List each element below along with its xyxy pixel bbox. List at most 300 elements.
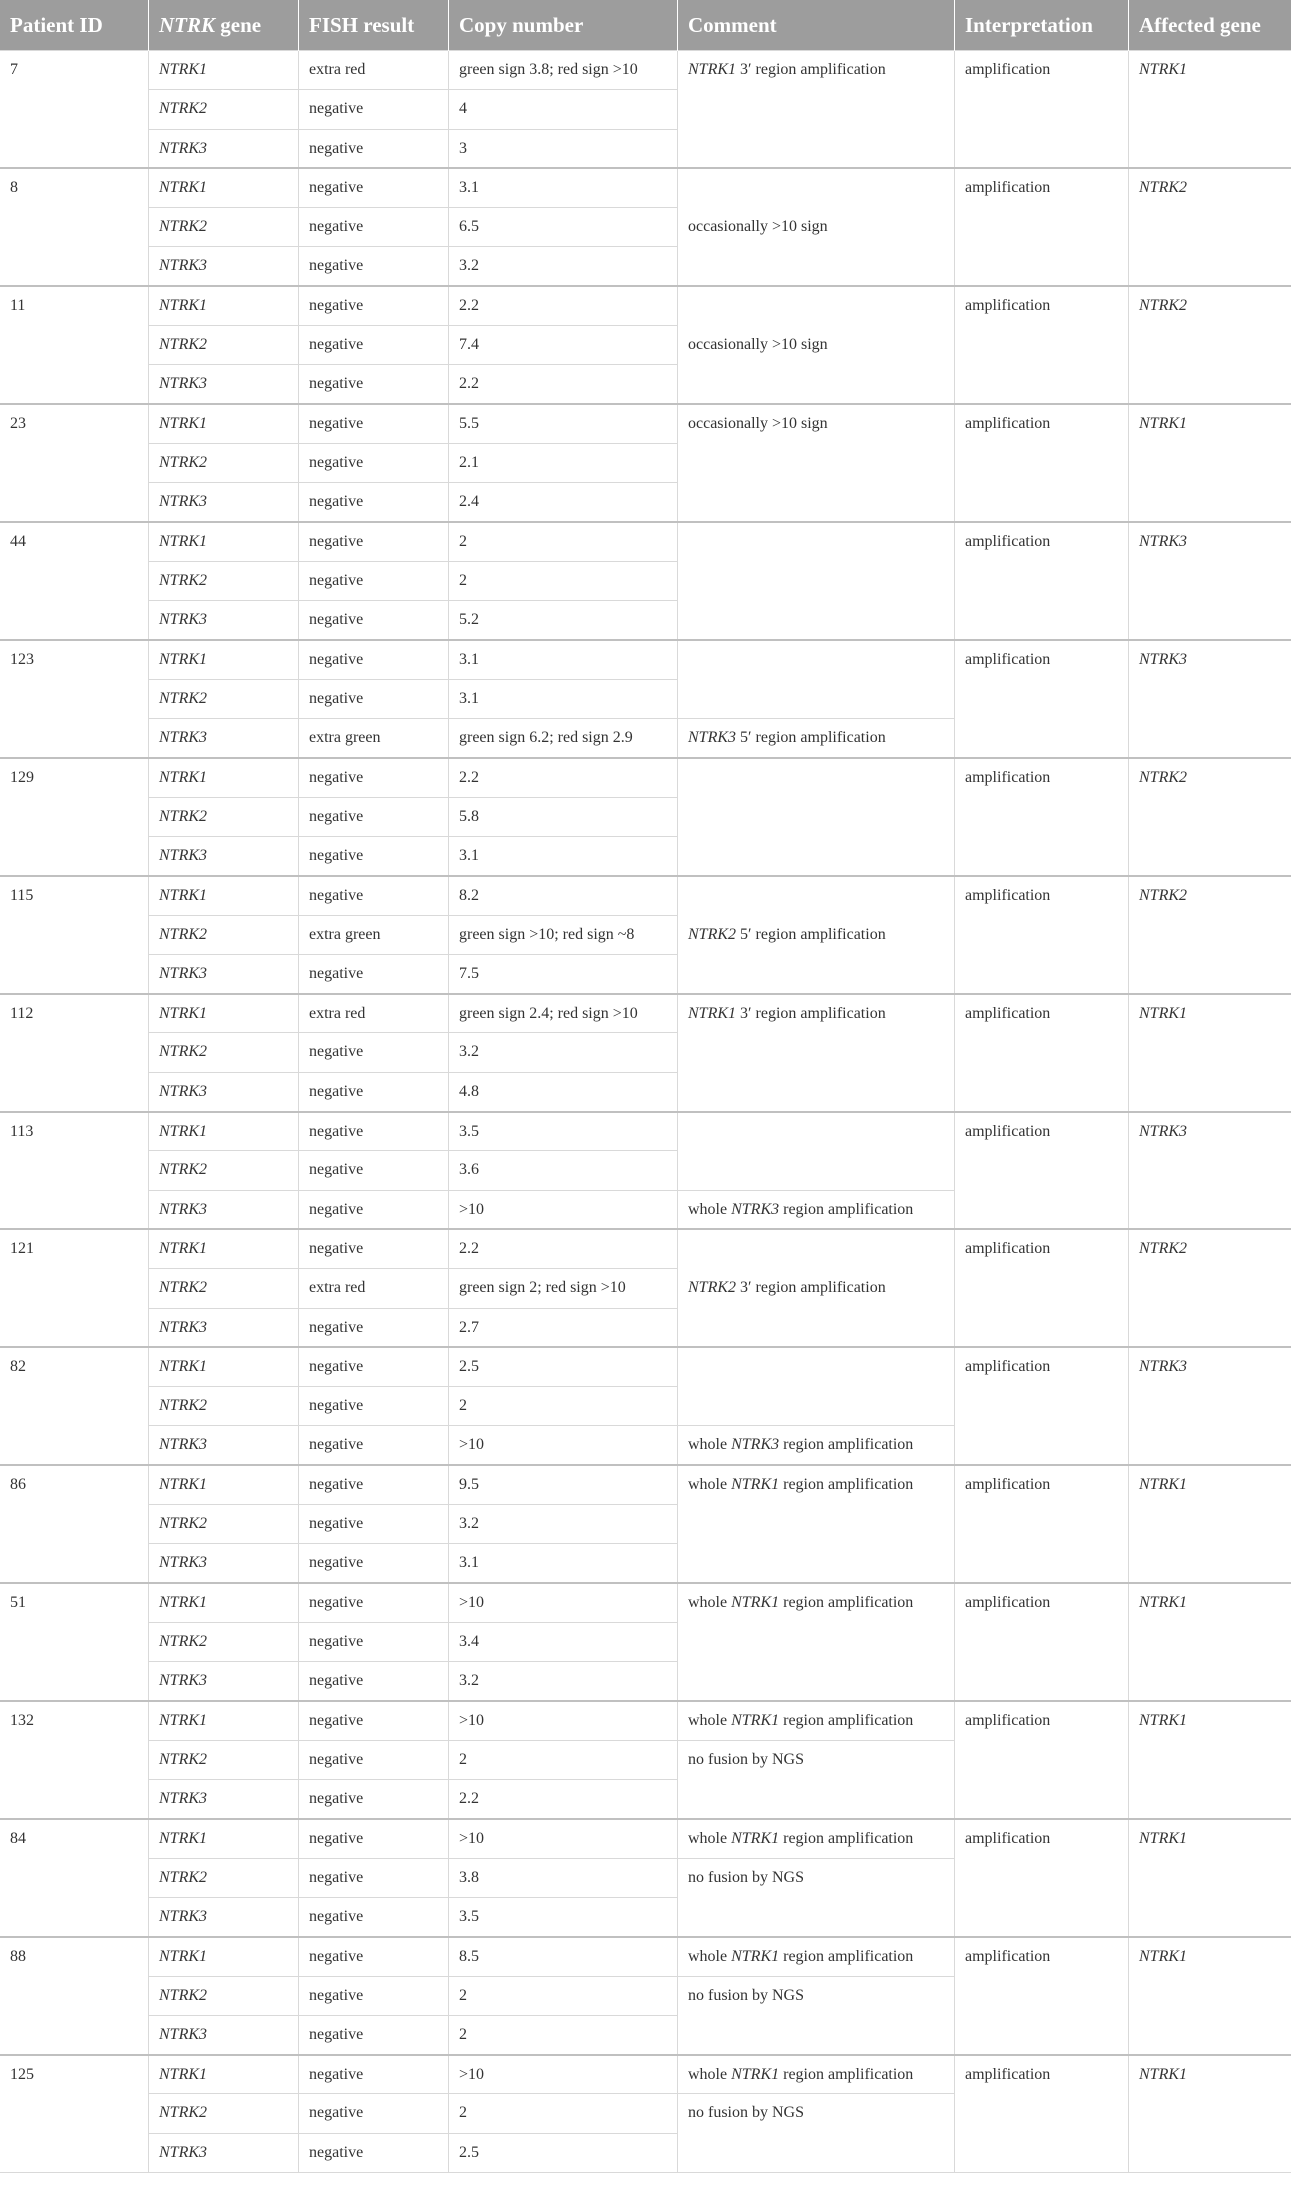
fish-result-cell: negative (299, 1347, 449, 1386)
comment-text-part: region amplification (779, 1476, 914, 1494)
copy-number-cell: 2 (449, 2094, 678, 2133)
gene-cell: NTRK1 (149, 1937, 299, 1976)
comment-text-part: region amplification (779, 1829, 914, 1847)
copy-number-cell: green sign 3.8; red sign >10 (449, 51, 678, 90)
comment-text-part: whole (688, 1829, 732, 1847)
fish-result-cell: negative (299, 443, 449, 482)
fish-result-cell: negative (299, 247, 449, 286)
fish-result-cell: negative (299, 2094, 449, 2133)
interpretation-cell: amplification (955, 1819, 1129, 1937)
comment-text-part: whole (688, 1947, 732, 1965)
copy-number-cell: 7.5 (449, 954, 678, 993)
header-interpretation: Interpretation (955, 0, 1129, 51)
copy-number-cell: 3.1 (449, 836, 678, 875)
header-row (0, 0, 1291, 51)
comment-cell (678, 1819, 955, 1858)
copy-number-cell: 8.2 (449, 876, 678, 915)
copy-number-cell: 2.5 (449, 1347, 678, 1386)
fish-result-cell: negative (299, 1780, 449, 1819)
gene-cell: NTRK2 (149, 915, 299, 954)
fish-result-cell: negative (299, 1662, 449, 1701)
table-row (0, 51, 1291, 90)
fish-result-cell: negative (299, 1976, 449, 2015)
affected-gene-cell: NTRK1 (1129, 404, 1291, 522)
comment-text-part: NTRK2 (688, 1279, 737, 1297)
table-row (0, 640, 1291, 679)
copy-number-cell: 3.2 (449, 1662, 678, 1701)
comment-text-part: NTRK1 (731, 1476, 780, 1494)
comment-text-part: region amplification (779, 1947, 914, 1965)
fish-result-cell: negative (299, 404, 449, 443)
comment-text-part: 5′ region amplification (736, 925, 886, 943)
comment-text-part: whole (688, 1200, 732, 1218)
header-comment: Comment (678, 0, 955, 51)
gene-cell: NTRK1 (149, 522, 299, 561)
patient-id-cell: 112 (0, 994, 149, 1112)
comment-cell (678, 1858, 955, 1937)
comment-text-part: NTRK1 (731, 1711, 780, 1729)
copy-number-cell: 4 (449, 90, 678, 129)
copy-number-cell: 2 (449, 522, 678, 561)
comment-cell (678, 1740, 955, 1819)
gene-cell: NTRK2 (149, 90, 299, 129)
gene-cell: NTRK3 (149, 719, 299, 758)
comment-text-part: NTRK1 (731, 2065, 780, 2083)
comment-text-part: NTRK2 (688, 925, 737, 943)
comment-text-part: occasionally >10 sign (688, 336, 828, 354)
patient-id-cell: 23 (0, 404, 149, 522)
patient-id-cell: 123 (0, 640, 149, 758)
table-row (0, 876, 1291, 915)
affected-gene-cell: NTRK1 (1129, 51, 1291, 169)
table-row (0, 994, 1291, 1033)
copy-number-cell: green sign 6.2; red sign 2.9 (449, 719, 678, 758)
interpretation-cell: amplification (955, 876, 1129, 994)
comment-cell (678, 168, 955, 286)
patient-id-cell: 84 (0, 1819, 149, 1937)
copy-number-cell: >10 (449, 1701, 678, 1740)
fish-result-cell: negative (299, 1740, 449, 1779)
fish-result-cell: negative (299, 208, 449, 247)
header-fish-result: FISH result (299, 0, 449, 51)
gene-cell: NTRK3 (149, 1308, 299, 1347)
fish-result-cell: negative (299, 90, 449, 129)
gene-cell: NTRK3 (149, 1190, 299, 1229)
gene-cell: NTRK1 (149, 758, 299, 797)
comment-cell (678, 1976, 955, 2055)
gene-cell: NTRK1 (149, 1583, 299, 1622)
copy-number-cell: 5.2 (449, 601, 678, 640)
copy-number-cell: 2.2 (449, 1229, 678, 1268)
fish-result-cell: negative (299, 1426, 449, 1465)
fish-result-cell: negative (299, 954, 449, 993)
affected-gene-cell: NTRK2 (1129, 168, 1291, 286)
comment-text-part: whole (688, 1436, 732, 1454)
fish-result-cell: negative (299, 1819, 449, 1858)
patient-id-cell: 121 (0, 1229, 149, 1347)
comment-text-part: region amplification (779, 1436, 914, 1454)
affected-gene-cell: NTRK1 (1129, 1465, 1291, 1583)
copy-number-cell: 2 (449, 1387, 678, 1426)
comment-text-part: region amplification (779, 1200, 914, 1218)
comment-text-part: NTRK1 (731, 1947, 780, 1965)
gene-cell: NTRK2 (149, 1740, 299, 1779)
affected-gene-cell: NTRK1 (1129, 994, 1291, 1112)
fish-result-cell: negative (299, 1465, 449, 1504)
comment-text-part: NTRK1 (731, 1594, 780, 1612)
gene-cell: NTRK3 (149, 1662, 299, 1701)
patient-id-cell: 8 (0, 168, 149, 286)
gene-cell: NTRK1 (149, 640, 299, 679)
comment-cell (678, 522, 955, 640)
interpretation-cell: amplification (955, 1583, 1129, 1701)
affected-gene-cell: NTRK2 (1129, 876, 1291, 994)
copy-number-cell: 8.5 (449, 1937, 678, 1976)
gene-cell: NTRK2 (149, 2094, 299, 2133)
gene-cell: NTRK2 (149, 679, 299, 718)
gene-cell: NTRK2 (149, 326, 299, 365)
fish-result-cell: negative (299, 1072, 449, 1111)
gene-cell: NTRK3 (149, 247, 299, 286)
affected-gene-cell: NTRK2 (1129, 1229, 1291, 1347)
table-row (0, 522, 1291, 561)
interpretation-cell: amplification (955, 758, 1129, 876)
comment-text-part: 5′ region amplification (736, 729, 886, 747)
comment-cell (678, 1190, 955, 1229)
interpretation-cell: amplification (955, 1465, 1129, 1583)
gene-cell: NTRK3 (149, 954, 299, 993)
gene-cell: NTRK2 (149, 443, 299, 482)
interpretation-cell: amplification (955, 1347, 1129, 1465)
copy-number-cell: 2.1 (449, 443, 678, 482)
table-row (0, 286, 1291, 325)
header-copy-number: Copy number (449, 0, 678, 51)
affected-gene-cell: NTRK1 (1129, 1819, 1291, 1937)
fish-result-cell: extra red (299, 994, 449, 1033)
comment-cell (678, 2055, 955, 2094)
comment-text-part: region amplification (779, 2065, 914, 2083)
table-row (0, 168, 1291, 207)
copy-number-cell: 3.4 (449, 1622, 678, 1661)
gene-cell: NTRK3 (149, 1426, 299, 1465)
gene-cell: NTRK1 (149, 404, 299, 443)
copy-number-cell: 5.5 (449, 404, 678, 443)
gene-cell: NTRK1 (149, 1701, 299, 1740)
table-row (0, 1465, 1291, 1504)
interpretation-cell: amplification (955, 1701, 1129, 1819)
table-row (0, 404, 1291, 443)
gene-cell: NTRK1 (149, 1347, 299, 1386)
header-patient-id: Patient ID (0, 0, 149, 51)
gene-cell: NTRK2 (149, 1033, 299, 1072)
patient-id-cell: 51 (0, 1583, 149, 1701)
copy-number-cell: 2.4 (449, 483, 678, 522)
copy-number-cell: 5.8 (449, 797, 678, 836)
fish-result-cell: negative (299, 483, 449, 522)
gene-cell: NTRK1 (149, 1819, 299, 1858)
table-header (0, 0, 1291, 51)
copy-number-cell: >10 (449, 1819, 678, 1858)
copy-number-cell: 3.5 (449, 1897, 678, 1936)
patient-id-cell: 115 (0, 876, 149, 994)
copy-number-cell: green sign 2.4; red sign >10 (449, 994, 678, 1033)
copy-number-cell: 2 (449, 1976, 678, 2015)
gene-cell: NTRK1 (149, 1465, 299, 1504)
patient-id-cell: 82 (0, 1347, 149, 1465)
gene-cell: NTRK1 (149, 876, 299, 915)
patient-id-cell: 7 (0, 51, 149, 169)
fish-result-cell: negative (299, 365, 449, 404)
copy-number-cell: 2.2 (449, 286, 678, 325)
comment-text-part: whole (688, 1476, 732, 1494)
copy-number-cell: >10 (449, 1190, 678, 1229)
fish-result-cell: negative (299, 2055, 449, 2094)
copy-number-cell: 7.4 (449, 326, 678, 365)
comment-cell (678, 51, 955, 169)
copy-number-cell: green sign >10; red sign ~8 (449, 915, 678, 954)
interpretation-cell: amplification (955, 1229, 1129, 1347)
fish-result-cell: negative (299, 1583, 449, 1622)
comment-cell (678, 719, 955, 758)
copy-number-cell: 6.5 (449, 208, 678, 247)
comment-text-part: no fusion by NGS (688, 1986, 805, 2004)
table-row (0, 1229, 1291, 1268)
gene-cell: NTRK3 (149, 1780, 299, 1819)
copy-number-cell: 2.2 (449, 1780, 678, 1819)
gene-cell: NTRK2 (149, 561, 299, 600)
patient-id-cell: 129 (0, 758, 149, 876)
interpretation-cell: amplification (955, 1937, 1129, 2055)
affected-gene-cell: NTRK3 (1129, 522, 1291, 640)
affected-gene-cell: NTRK2 (1129, 286, 1291, 404)
comment-cell (678, 1347, 955, 1426)
copy-number-cell: 3.1 (449, 679, 678, 718)
fish-result-cell: negative (299, 640, 449, 679)
fish-result-cell: negative (299, 836, 449, 875)
table-row (0, 758, 1291, 797)
fish-result-cell: negative (299, 1112, 449, 1151)
fish-result-cell: extra green (299, 915, 449, 954)
interpretation-cell: amplification (955, 51, 1129, 169)
comment-cell (678, 1229, 955, 1347)
fish-result-cell: negative (299, 1190, 449, 1229)
copy-number-cell: 3.2 (449, 247, 678, 286)
gene-cell: NTRK3 (149, 601, 299, 640)
gene-cell: NTRK3 (149, 1072, 299, 1111)
copy-number-cell: 3.1 (449, 640, 678, 679)
copy-number-cell: 2.2 (449, 365, 678, 404)
interpretation-cell: amplification (955, 994, 1129, 1112)
patient-id-cell: 125 (0, 2055, 149, 2173)
fish-result-cell: negative (299, 1622, 449, 1661)
comment-text-part: no fusion by NGS (688, 2104, 805, 2122)
header-ntrk-gene-italic: NTRK (159, 12, 216, 37)
comment-text-part: whole (688, 1594, 732, 1612)
fish-result-cell: negative (299, 1544, 449, 1583)
copy-number-cell: 9.5 (449, 1465, 678, 1504)
patient-id-cell: 113 (0, 1112, 149, 1230)
comment-cell (678, 758, 955, 876)
comment-text-part: 3′ region amplification (736, 1004, 886, 1022)
table-row (0, 1583, 1291, 1622)
fish-result-cell: negative (299, 2133, 449, 2172)
affected-gene-cell: NTRK1 (1129, 2055, 1291, 2173)
interpretation-cell: amplification (955, 640, 1129, 758)
gene-cell: NTRK2 (149, 1504, 299, 1543)
copy-number-cell: >10 (449, 1426, 678, 1465)
patient-id-cell: 11 (0, 286, 149, 404)
copy-number-cell: 3.6 (449, 1151, 678, 1190)
gene-cell: NTRK1 (149, 1229, 299, 1268)
comment-text-part: 3′ region amplification (736, 61, 886, 78)
affected-gene-cell: NTRK3 (1129, 640, 1291, 758)
comment-text-part: occasionally >10 sign (688, 218, 828, 236)
fish-result-cell: negative (299, 601, 449, 640)
comment-text-part: NTRK1 (688, 1004, 737, 1022)
gene-cell: NTRK3 (149, 2133, 299, 2172)
comment-cell (678, 1937, 955, 1976)
gene-cell: NTRK2 (149, 1151, 299, 1190)
header-affected-gene: Affected gene (1129, 0, 1291, 51)
copy-number-cell: >10 (449, 1583, 678, 1622)
copy-number-cell: 2 (449, 1740, 678, 1779)
fish-result-cell: negative (299, 561, 449, 600)
comment-cell (678, 994, 955, 1112)
comment-cell (678, 1465, 955, 1583)
comment-cell (678, 2094, 955, 2173)
comment-text-part: NTRK3 (731, 1200, 780, 1218)
affected-gene-cell: NTRK3 (1129, 1112, 1291, 1230)
gene-cell: NTRK2 (149, 208, 299, 247)
copy-number-cell: 2.2 (449, 758, 678, 797)
gene-cell: NTRK1 (149, 994, 299, 1033)
copy-number-cell: 2.5 (449, 2133, 678, 2172)
table-body (0, 51, 1291, 2173)
patient-id-cell: 86 (0, 1465, 149, 1583)
comment-text-part: 3′ region amplification (736, 1279, 886, 1297)
gene-cell: NTRK2 (149, 1622, 299, 1661)
fish-result-cell: negative (299, 1229, 449, 1268)
copy-number-cell: green sign 2; red sign >10 (449, 1269, 678, 1308)
copy-number-cell: 4.8 (449, 1072, 678, 1111)
comment-text-part: no fusion by NGS (688, 1868, 805, 1886)
comment-cell (678, 1701, 955, 1740)
fish-result-cell: negative (299, 1701, 449, 1740)
comment-text-part: whole (688, 1711, 732, 1729)
fish-result-cell: negative (299, 1504, 449, 1543)
fish-result-cell: extra green (299, 719, 449, 758)
copy-number-cell: 2 (449, 561, 678, 600)
fish-result-cell: extra red (299, 1269, 449, 1308)
gene-cell: NTRK2 (149, 797, 299, 836)
gene-cell: NTRK3 (149, 365, 299, 404)
copy-number-cell: 3.2 (449, 1504, 678, 1543)
comment-text-part: NTRK3 (731, 1436, 780, 1454)
fish-result-cell: negative (299, 797, 449, 836)
fish-result-cell: negative (299, 286, 449, 325)
gene-cell: NTRK1 (149, 286, 299, 325)
fish-result-cell: negative (299, 1308, 449, 1347)
comment-text-part: NTRK1 (731, 1829, 780, 1847)
comment-cell (678, 404, 955, 522)
table-row (0, 1819, 1291, 1858)
copy-number-cell: 3 (449, 129, 678, 168)
gene-cell: NTRK2 (149, 1976, 299, 2015)
fish-result-cell: negative (299, 168, 449, 207)
table-row (0, 1112, 1291, 1151)
gene-cell: NTRK1 (149, 168, 299, 207)
fish-result-cell: extra red (299, 51, 449, 90)
copy-number-cell: 3.1 (449, 168, 678, 207)
interpretation-cell: amplification (955, 522, 1129, 640)
fish-result-cell: negative (299, 1033, 449, 1072)
comment-text-part: whole (688, 2065, 732, 2083)
gene-cell: NTRK3 (149, 836, 299, 875)
comment-text-part: NTRK1 (688, 61, 737, 78)
fish-result-cell: negative (299, 1858, 449, 1897)
copy-number-cell: 2 (449, 2015, 678, 2054)
fish-result-cell: negative (299, 679, 449, 718)
interpretation-cell: amplification (955, 2055, 1129, 2173)
fish-result-cell: negative (299, 1937, 449, 1976)
comment-text-part: region amplification (779, 1594, 914, 1612)
gene-cell: NTRK1 (149, 1112, 299, 1151)
comment-text-part: no fusion by NGS (688, 1750, 805, 1768)
patient-id-cell: 88 (0, 1937, 149, 2055)
comment-text-part: NTRK3 (688, 729, 737, 747)
fish-result-cell: negative (299, 876, 449, 915)
comment-cell (678, 1583, 955, 1701)
affected-gene-cell: NTRK1 (1129, 1583, 1291, 1701)
comment-cell (678, 286, 955, 404)
patient-id-cell: 132 (0, 1701, 149, 1819)
table-row (0, 1701, 1291, 1740)
table-row (0, 1347, 1291, 1386)
affected-gene-cell: NTRK3 (1129, 1347, 1291, 1465)
interpretation-cell: amplification (955, 168, 1129, 286)
fish-result-cell: negative (299, 2015, 449, 2054)
fish-result-cell: negative (299, 1387, 449, 1426)
comment-cell (678, 640, 955, 719)
comment-cell (678, 876, 955, 994)
gene-cell: NTRK3 (149, 129, 299, 168)
gene-cell: NTRK3 (149, 1897, 299, 1936)
copy-number-cell: 3.5 (449, 1112, 678, 1151)
gene-cell: NTRK3 (149, 2015, 299, 2054)
table-row (0, 1937, 1291, 1976)
copy-number-cell: 3.2 (449, 1033, 678, 1072)
gene-cell: NTRK2 (149, 1858, 299, 1897)
comment-text-part: occasionally >10 sign (688, 415, 828, 433)
patient-id-cell: 44 (0, 522, 149, 640)
gene-cell: NTRK3 (149, 483, 299, 522)
gene-cell: NTRK2 (149, 1387, 299, 1426)
fish-result-cell: negative (299, 129, 449, 168)
header-ntrk-gene (149, 0, 299, 51)
copy-number-cell: 3.8 (449, 1858, 678, 1897)
affected-gene-cell: NTRK2 (1129, 758, 1291, 876)
affected-gene-cell: NTRK1 (1129, 1701, 1291, 1819)
gene-cell: NTRK3 (149, 1544, 299, 1583)
gene-cell: NTRK1 (149, 2055, 299, 2094)
gene-cell: NTRK1 (149, 51, 299, 90)
copy-number-cell: 3.1 (449, 1544, 678, 1583)
comment-cell (678, 1426, 955, 1465)
header-ntrk-gene-rest: gene (215, 12, 262, 37)
fish-result-cell: negative (299, 758, 449, 797)
interpretation-cell: amplification (955, 1112, 1129, 1230)
copy-number-cell: >10 (449, 2055, 678, 2094)
